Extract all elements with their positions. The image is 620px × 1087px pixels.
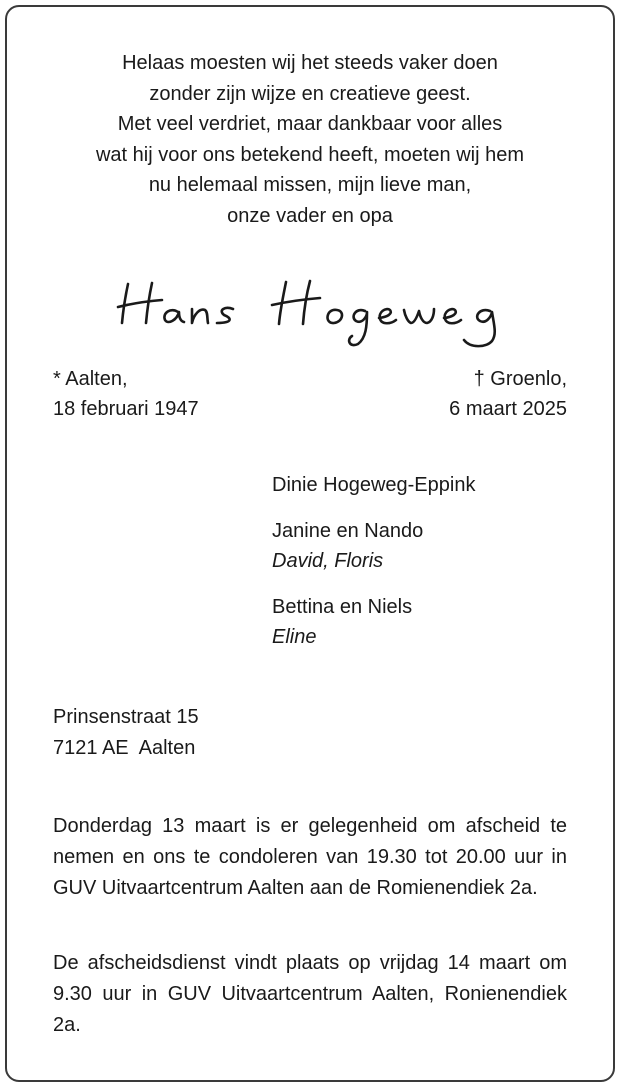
intro-line: onze vader en opa: [227, 204, 393, 227]
child-names: Bettina en Niels: [272, 595, 413, 618]
address-street: Prinsenstraat 15: [53, 706, 199, 728]
child-names: Janine en Nando: [272, 519, 424, 542]
spouse-name: Dinie Hogeweg-Eppink: [272, 474, 476, 496]
intro-line: nu helemaal missen, mijn lieve man,: [148, 174, 472, 197]
birth-info: [53, 364, 199, 424]
address-city: 7121 AE Aalten: [53, 736, 196, 759]
address: [53, 702, 199, 763]
family-list: [272, 470, 475, 668]
grandchildren-names: David, Floris: [272, 550, 384, 572]
intro-text: [0, 48, 620, 232]
service-paragraph: De afscheidsdienst vindt plaats op vrijdag 14 maart om 9.30 uur in GUV Uitvaartcentrum Aalten, Ronienendiek 2a.: [53, 952, 567, 1036]
family-child-group: [272, 592, 475, 653]
intro-line: wat hij voor ons betekend heeft, moeten wij hem: [95, 143, 525, 166]
birth-date: 18 februari 1947: [53, 398, 199, 420]
grandchildren-names: Eline: [272, 626, 317, 648]
death-place: † Groenlo,: [473, 368, 567, 390]
family-spouse-group: [272, 470, 475, 501]
deceased-name-signature: [114, 270, 514, 350]
death-info: [449, 364, 567, 424]
birth-place: * Aalten,: [53, 368, 128, 390]
family-child-group: [272, 516, 475, 577]
intro-line: zonder zijn wijze en creatieve geest.: [149, 82, 471, 105]
condolence-paragraph: Donderdag 13 maart is er gelegenheid om afscheid te nemen en ons te condoleren van 19.30 tot 20.00 uur in GUV Uitvaartcentrum Aalten aan de Romienendiek 2a.: [53, 815, 567, 899]
intro-line: Helaas moesten wij het steeds vaker doen: [122, 52, 498, 74]
death-date: 6 maart 2025: [449, 398, 567, 420]
intro-line: Met veel verdriet, maar dankbaar voor alles: [117, 113, 503, 136]
